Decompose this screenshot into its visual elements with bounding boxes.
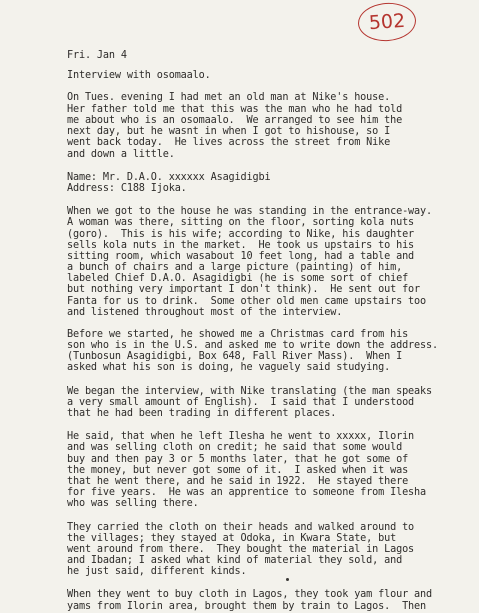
text-line: When they went to buy cloth in Lagos, they took yam flour and (67, 589, 432, 600)
text-line: who was selling there. (67, 498, 199, 509)
text-line: Interview with osomaalo. (67, 70, 211, 81)
text-line: and down a little. (67, 149, 175, 160)
text-line: sells kola nuts in the market. He took us upstairs to his (67, 240, 415, 251)
text-line: the money, but never got some of it. I asked when it was (67, 465, 409, 476)
text-line: Fanta for us to drink. Some other old men came upstairs too (67, 296, 427, 307)
text-line: and was selling cloth on credit; he said that some would (67, 442, 403, 453)
text-line: We began the interview, with Nike translating (the man speaks (67, 386, 432, 397)
text-line: buy and then pay 3 or 5 months later, that he got some of (67, 454, 409, 465)
text-line: Before we started, he showed me a Christmas card from his (67, 329, 409, 340)
text-line: On Tues. evening I had met an old man at Nike's house. (67, 92, 391, 103)
text-line: labeled Chief D.A.O. Asagidigbi (he is some sort of chief (67, 273, 409, 284)
text-line: and listened throughout most of the interview. (67, 307, 343, 318)
text-line: They carried the cloth on their heads and walked around to (67, 522, 415, 533)
text-line: but nothing very important I don't think). He sent out for (67, 284, 421, 295)
text-line: went back today. He lives across the street from Nike (67, 137, 391, 148)
text-line: A woman was there, sitting on the floor, sorting kola nuts (67, 217, 415, 228)
text-line: and Ibadan; I asked what kind of material they sold, and (67, 555, 403, 566)
text-line: Name: Mr. D.A.O. xxxxxx Asagidigbi (67, 172, 271, 183)
text-line: yams from Ilorin area, brought them by train to Lagos. Then (67, 601, 427, 612)
text-line: that he had been trading in different places. (67, 408, 337, 419)
text-line: son who is in the U.S. and asked me to write down the address. (67, 340, 438, 351)
text-line: for five years. He was an apprentice to someone from Ilesha (67, 487, 427, 498)
text-line: When we got to the house he was standing in the entrance-way. (67, 206, 432, 217)
text-line: (goro). This is his wife; according to Nike, his daughter (67, 229, 415, 240)
text-line: sitting room, which wasabout 10 feet long, had a table and (67, 251, 415, 262)
text-line: Her father told me that this was the man who he had told (67, 104, 403, 115)
text-line: he just said, different kinds. (67, 566, 247, 577)
page-number: 502 (357, 1, 418, 43)
text-line: Address: C188 Ijoka. (67, 183, 187, 194)
text-line: went around from there. They bought the material in Lagos (67, 544, 415, 555)
text-line: that he went there, and he said in 1922. He stayed there (67, 476, 409, 487)
text-line: asked what his son is doing, he vaguely said studying. (67, 362, 391, 373)
text-line: the villages; they stayed at Odoka, in Kwara State, but (67, 533, 397, 544)
text-line: Fri. Jan 4 (67, 50, 127, 61)
text-line: He said, that when he left Ilesha he went to xxxxx, Ilorin (67, 431, 415, 442)
text-line: a very small amount of English). I said that I understood (67, 397, 415, 408)
bottom-dot (286, 578, 289, 581)
text-line: me about who is an osomaalo. We arranged to see him the (67, 115, 403, 126)
text-line: (Tunbosun Asagidigbi, Box 648, Fall River Mass). When I (67, 351, 403, 362)
text-line: next day, but he wasnt in when I got to hishouse, so I (67, 126, 391, 137)
text-line: a bunch of chairs and a large picture (painting) of him, (67, 262, 403, 273)
